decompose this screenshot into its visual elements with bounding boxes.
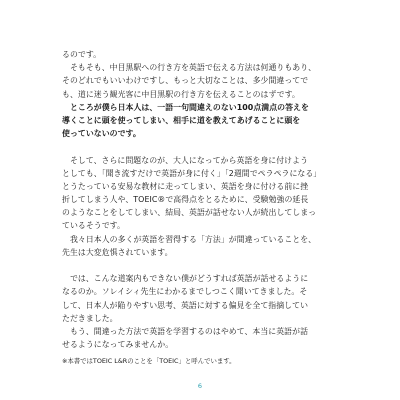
page-body bbox=[62, 48, 344, 366]
text-line: としても、「聞き流すだけで英語が身に付く」「2週間でペラペラになる」 bbox=[62, 168, 322, 178]
text-line: 我々日本人の多くが英語を習得する「方法」が間違っていることを、 bbox=[62, 234, 317, 244]
text-line: そのどれでもいいわけですし、もっと大切なことは、多少間違ってで bbox=[62, 76, 309, 86]
paragraph-gap bbox=[62, 259, 344, 272]
page-number: 6 bbox=[197, 382, 203, 390]
text-line: そして、さらに問題なのが、大人になってから英語を身に付けよう bbox=[62, 155, 309, 165]
text-line: のようなことをしてしまい、結局、英語が話せない人が続出してしまっ bbox=[62, 208, 317, 218]
text-line: では、こんな道案内もできない僕がどうすれば英語が話せるように bbox=[62, 274, 309, 284]
text-line: 折してしまう人や、TOEIC®で高得点をとるために、受験勉強の延長 bbox=[62, 195, 309, 205]
text-line: とうたっている安易な教材に走ってしまい、英語を身に付ける前に挫 bbox=[62, 181, 309, 191]
emphasis-line: 導くことに頭を使ってしまい、相手に道を教えてあげることに頭を bbox=[62, 115, 301, 125]
text-line: ているそうです。 bbox=[62, 221, 125, 231]
text-line: せるようになってみませんか。 bbox=[62, 340, 174, 350]
text-line: も、道に迷う観光客に中目黒駅の行き方を伝えることのはずです。 bbox=[62, 89, 300, 99]
emphasis-line: 使っていないのです。 bbox=[62, 129, 141, 139]
emphasis-line: ところが僕ら日本人は、一語一句間違えのない100点満点の答えを bbox=[62, 102, 309, 112]
text-line: して、日本人が陥りやすい思考、英語に対する偏見を全て指摘してい bbox=[62, 300, 309, 310]
text-line: そもそも、中目黒駅への行き方を英語で伝える方法は何通りもあり、 bbox=[62, 63, 317, 73]
footnote: ※本書ではTOEIC L&Rのことを「TOEIC」と呼んでいます。 bbox=[62, 357, 236, 366]
text-line: 先生は大変危惧されています。 bbox=[62, 247, 173, 257]
text-line: るのです。 bbox=[62, 50, 102, 59]
text-line: もう、間違った方法で英語を学習するのはやめて、本当に英語が話 bbox=[62, 326, 309, 336]
text-line: なるのか。ソレイシィ先生にわかるまでしつこく聞いてきました。そ bbox=[62, 287, 308, 297]
paragraph-gap bbox=[62, 140, 344, 153]
text-line: ただきました。 bbox=[62, 313, 118, 323]
